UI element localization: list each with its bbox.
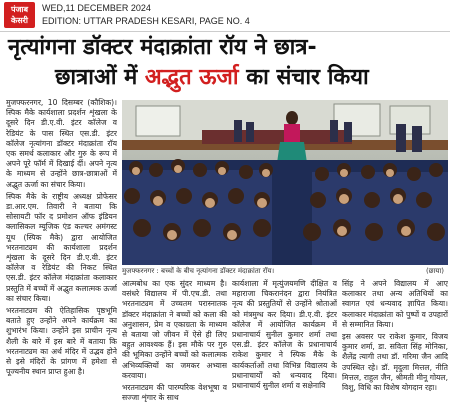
article-column-1	[6, 98, 117, 416]
newspaper-logo	[4, 2, 35, 28]
edition-info: EDITION: UTTAR PRADESH KESARI, PAGE NO. 4	[42, 16, 250, 26]
paragraph: सिंह ने अपने विद्यालय में आए कलाकार तथा अन्य अतिथियों का स्वागत एवं धन्यवाद ज्ञापित किया। कलाकार मंदाक्रांता को पुष्पों व उपहारों से सम्मानित किया।	[342, 279, 448, 329]
paragraph: मुजफ्फरनगर, 10 दिसम्बर (कौशिक)। स्पिक मैके कार्यशाला प्रदर्शन शृंखला के दूसरे दिन डी.ए.वी. इंटर कॉलेज व रेडियंट के पास स्थित एस.डी. इंटर कॉलेज नृत्यांगना डॉक्टर मंदाक्रांता रॉय एक समर्थ कलाकार और गुरु के रूप में अपने पूरे फॉर्म में दिखाई दीं। अपने नृत्य के माध्यम से उन्होंने छात्र-छात्राओं में अद्भुत ऊर्जा का संचार किया।	[6, 98, 117, 189]
headline-highlight: अद्भुत ऊर्जा	[144, 65, 239, 90]
paragraph: भरतनाट्यम की ऐतिहासिक पृष्ठभूमि बताते हुए उन्होंने अपने कार्यक्रम का शुभारंभ किया। उन्होंने इस प्राचीन नृत्य शैली के बारे में इस बारे में बताया कि भरतनाट्यम का अर्थ मंदिर में उद्भव होने से इसे मंदिरों के प्रांगण में हमेशा से पूज्यनीय स्थान प्राप्त हुआ है।	[6, 306, 117, 377]
headline-part-a: छात्राओं में	[55, 65, 145, 90]
logo-top-text: पंजाब	[10, 5, 29, 14]
article-column-4	[342, 279, 448, 416]
photo-credit: (छाया)	[425, 267, 444, 275]
page-header	[0, 0, 450, 30]
photo-caption	[122, 266, 448, 277]
paragraph: भरतनाट्यम की पारम्परिक वेशभूषा व सज्जा शृंगार के साथ	[122, 383, 227, 403]
paragraph: कार्यशाला में मृत्युंजयमणि दीक्षित व महाराजा चिकरानंदन द्वारा नियंत्रित नृत्य की प्रस्तुतियों से उन्होंने श्रोताओं को मंत्रमुग्ध कर दिया। डी.ए.वी. इंटर कॉलेज में आयोजित कार्यक्रम में प्रधानाचार्य सुनील कुमार शर्मा तथा एस.डी. इंटर कॉलेज के प्रधानाचार्य राकेश कुमार ने स्पिक मैके के कार्यकर्ताओं तथा विभिन्न विद्यालय के प्रधानाचार्यों को धन्यवाद दिया। प्रधानाचार्य सुनील शर्मा व सक्षेनावि	[232, 279, 337, 391]
paragraph: आत्मबोध का एक सुंदर माध्यम है। वसंधरे विद्यालय में पी.एच.डी. तथा भरतनाट्यम में उच्चतम परास्नातक डॉक्टर मंदाक्रांता ने बच्चों को कला की अनुशासन, प्रेम व एकाग्रता के माध्यम से बताया जो जीवन में ऐसे ही लिए बहुत आवश्यक हैं। इस मौके पर गुरु की भूमिका उन्होंने बच्चों को कलात्मक अभिव्यक्तियों का जमकर अभ्यास करवाया।	[122, 279, 227, 380]
paragraph: स्पिक मैके के राष्ट्रीय अध्यक्ष प्रोफेसर डा.आर.एम. तिवारी ने बताया कि सोसायटी फॉर द प्रमोशन ऑफ इंडियन क्लासिकल म्यूजिक एंड कल्चर अमंगस्ट यूथ (स्पिक मैके) द्वारा आयोजित भरतनाट्यम की कार्यशाला प्रदर्शन शृंखला के दूसरे दिन डी.ए.वी. इंटर कॉलेज व रेडियंट की निकट स्थित एस.डी. इंटर कॉलेज मंदाक्रांता कलाकार प्रस्तुति में बच्चों में अद्भुत कलात्मक ऊर्जा का संचार किया।	[6, 191, 117, 303]
publication-date: WED,11 DECEMBER 2024	[42, 3, 151, 13]
caption-text: मुजफ्फरनगर : बच्चों के बीच नृत्यांगना डॉक्टर मंदाक्रांता रॉय।	[122, 267, 275, 275]
headline-part-b: का संचार किया	[238, 65, 369, 90]
logo-bottom-text: केसरी	[11, 16, 28, 25]
article-column-3	[232, 279, 337, 416]
classroom-photo-illustration	[122, 100, 448, 265]
headline-line-2	[55, 64, 369, 92]
article-photo	[122, 100, 448, 265]
paragraph: इस अवसर पर राकेश कुमार, विजय कुमार शर्मा, डा. सविता सिंह मोनिका, शैलेंद्र त्यागी तथा डॉ. गरिमा जैन आदि उपस्थित रहे। डॉ. मृदुला मित्तल, नीति मित्तल, राहुल जैन, श्रीमती मीनू गोयल, विशु, विधि का विशेष योगदान रहा।	[342, 332, 448, 393]
headline-line-1: नृत्यांगना डॉक्टर मंदाक्रांता रॉय ने छात्र-	[8, 35, 317, 60]
article-column-2	[122, 279, 227, 416]
header-divider	[0, 31, 450, 32]
